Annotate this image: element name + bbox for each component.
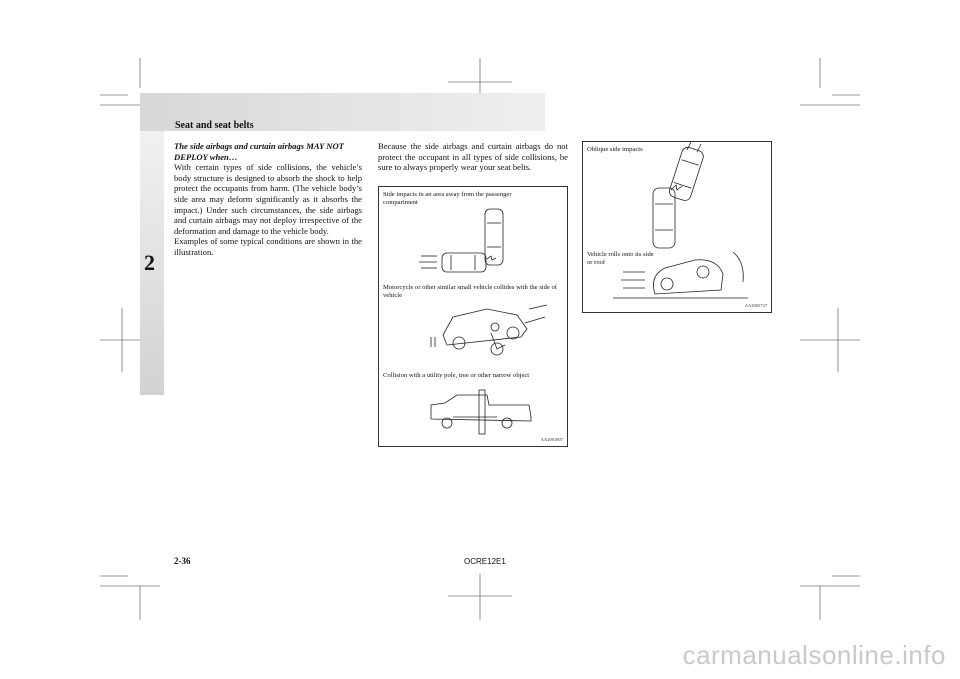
figure2-caption-1: Oblique side impacts — [587, 146, 643, 153]
body-paragraph: With certain types of side collisions, the vehicle’s body structure is designed to absorb the shock to help protect the occupants from harm. (The vehicle body’s side area may deform significantly as it absorbs the impact.) Under such circumstances, the side airbags and curtain airbags may not deploy irrespective of the deformation and damage to the vehicle body. — [174, 162, 362, 236]
column-2-text: Because the side airbags and curtain airbags do not protect the occupant in all types of side collisions, be sure to always properly wear your seat belts. — [378, 141, 568, 173]
figure-side-impacts — [378, 186, 568, 447]
body-paragraph-2: Examples of some typical conditions are shown in the illustration. — [174, 236, 362, 257]
page-number: 2-36 — [174, 556, 191, 566]
figure2-illustrations — [583, 142, 771, 312]
figure1-caption-2: Motorcycle or other similar small vehicle collides with the side of vehicle — [383, 284, 557, 299]
figure2-caption-2-line1: Vehicle rolls onto its side — [587, 251, 654, 258]
figure1-caption-1: Side impacts in an area away from the passenger compartment — [383, 191, 512, 206]
section-title: Seat and seat belts — [175, 120, 254, 131]
chapter-number: 2 — [144, 250, 155, 275]
figure1-illustrations — [379, 187, 567, 446]
column-1 — [174, 141, 362, 258]
subheading-line1: The side airbags and curtain airbags MAY NOT — [174, 141, 344, 151]
document-code: OCRE12E1 — [464, 557, 506, 566]
watermark: carmanualsonline.info — [682, 640, 946, 670]
figure2-code: AA3005737 — [744, 303, 767, 308]
figure1-caption-3: Collision with a utility pole, tree or other narrow object — [383, 372, 530, 379]
figure-oblique-rollover — [582, 141, 772, 313]
subheading-line2: DEPLOY when… — [174, 151, 238, 162]
figure2-caption-2-line2: or roof — [587, 259, 606, 266]
figure1-code: AA2001807 — [540, 437, 563, 442]
